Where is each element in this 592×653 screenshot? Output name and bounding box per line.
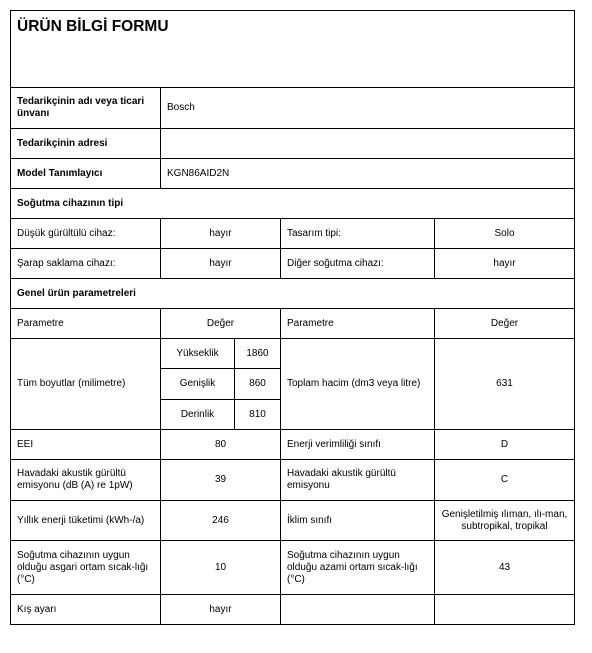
annual-energy-label: Yıllık enerji tüketimi (kWh-/a) <box>11 501 161 541</box>
other-cooling-label: Diğer soğutma cihazı: <box>281 249 435 279</box>
max-temp-value: 43 <box>435 541 575 595</box>
winter-setting-value: hayır <box>161 595 281 625</box>
dimension-row-height <box>11 339 575 369</box>
device-type-heading: Soğutma cihazının tipi <box>11 189 575 219</box>
climate-class-value: Genişletilmiş ılıman, ılı-man, subtropikal, tropikal <box>435 501 575 541</box>
supplier-address-label: Tedarikçinin adresi <box>11 129 161 159</box>
supplier-name-label: Tedarikçinin adı veya ticari ünvanı <box>11 88 161 129</box>
wine-storage-row <box>11 249 575 279</box>
supplier-address-row <box>11 129 575 159</box>
width-label: Genişlik <box>161 369 235 400</box>
depth-label: Derinlik <box>161 400 235 430</box>
column-header-row <box>11 309 575 339</box>
column-header-value-right: Değer <box>435 309 575 339</box>
empty-cell-parameter <box>281 595 435 625</box>
depth-value: 810 <box>235 400 281 430</box>
width-value: 860 <box>235 369 281 400</box>
energy-class-value: D <box>435 430 575 460</box>
noise-emission-label: Havadaki akustik gürültü emisyonu (dB (A) re 1pW) <box>11 460 161 501</box>
eei-label: EEI <box>11 430 161 460</box>
low-noise-label: Düşük gürültülü cihaz: <box>11 219 161 249</box>
climate-class-label: İklim sınıfı <box>281 501 435 541</box>
design-type-value: Solo <box>435 219 575 249</box>
model-row <box>11 159 575 189</box>
total-volume-label: Toplam hacim (dm3 veya litre) <box>281 339 435 430</box>
max-temp-label: Soğutma cihazının uygun olduğu azami ortam sıcak-lığı (°C) <box>281 541 435 595</box>
empty-cell-value <box>435 595 575 625</box>
annual-energy-value: 246 <box>161 501 281 541</box>
general-params-heading: Genel ürün parametreleri <box>11 279 575 309</box>
low-noise-row <box>11 219 575 249</box>
form-title: ÜRÜN BİLGİ FORMU <box>11 11 575 88</box>
min-temp-value: 10 <box>161 541 281 595</box>
supplier-name-row <box>11 88 575 129</box>
general-params-heading-row <box>11 279 575 309</box>
winter-setting-label: Kış ayarı <box>11 595 161 625</box>
height-label: Yükseklik <box>161 339 235 369</box>
noise-class-value: C <box>435 460 575 501</box>
height-value: 1860 <box>235 339 281 369</box>
form-title-row <box>11 11 575 88</box>
noise-row <box>11 460 575 501</box>
low-noise-value: hayır <box>161 219 281 249</box>
column-header-parameter-right: Parametre <box>281 309 435 339</box>
product-info-form <box>10 10 575 625</box>
noise-class-label: Havadaki akustik gürültü emisyonu <box>281 460 435 501</box>
device-type-heading-row <box>11 189 575 219</box>
total-volume-value: 631 <box>435 339 575 430</box>
model-label: Model Tanımlayıcı <box>11 159 161 189</box>
wine-storage-label: Şarap saklama cihazı: <box>11 249 161 279</box>
wine-storage-value: hayır <box>161 249 281 279</box>
eei-value: 80 <box>161 430 281 460</box>
other-cooling-value: hayır <box>435 249 575 279</box>
eei-row <box>11 430 575 460</box>
supplier-address-value <box>161 129 575 159</box>
annual-energy-row <box>11 501 575 541</box>
dimensions-label: Tüm boyutlar (milimetre) <box>11 339 161 430</box>
model-value: KGN86AID2N <box>161 159 575 189</box>
winter-setting-row <box>11 595 575 625</box>
supplier-name-value: Bosch <box>161 88 575 129</box>
noise-emission-value: 39 <box>161 460 281 501</box>
energy-class-label: Enerji verimliliği sınıfı <box>281 430 435 460</box>
column-header-value-left: Değer <box>161 309 281 339</box>
column-header-parameter-left: Parametre <box>11 309 161 339</box>
min-temp-label: Soğutma cihazının uygun olduğu asgari ortam sıcak-lığı (°C) <box>11 541 161 595</box>
design-type-label: Tasarım tipi: <box>281 219 435 249</box>
ambient-temperature-row <box>11 541 575 595</box>
